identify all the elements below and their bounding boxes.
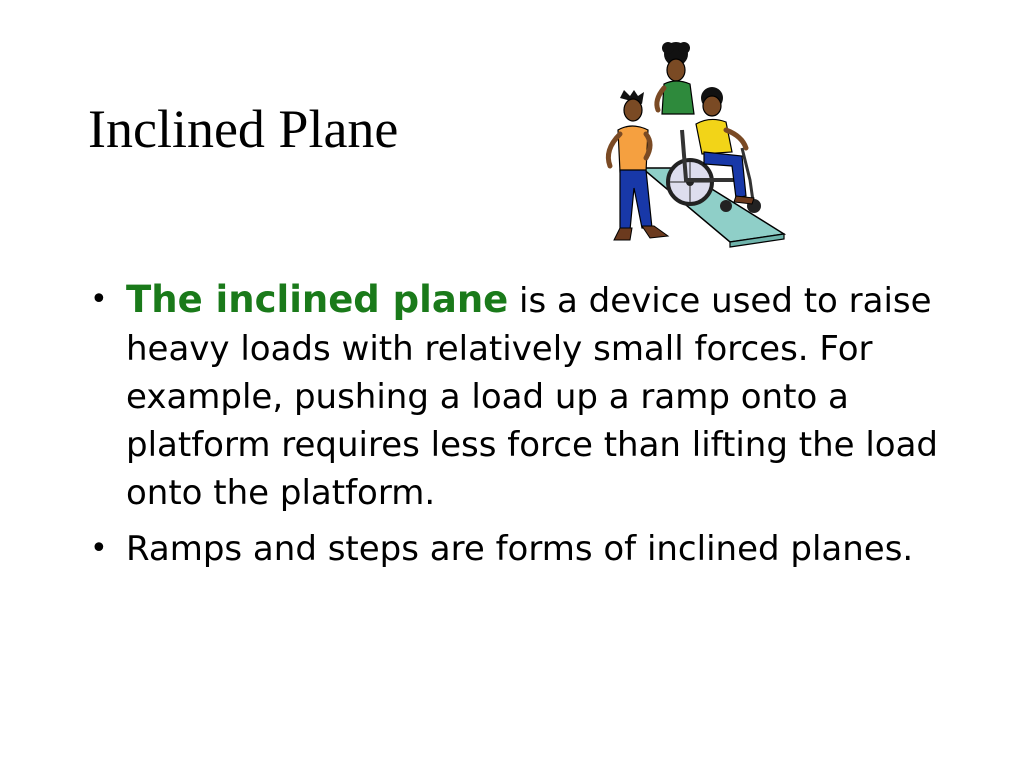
key-term: The inclined plane (126, 278, 509, 321)
bullet-text: Ramps and steps are forms of inclined planes. (126, 529, 914, 569)
person-pushing (657, 42, 694, 114)
bullet-item (88, 276, 948, 517)
bullet-mark: • (90, 282, 108, 317)
bullet-mark: • (90, 531, 108, 566)
slide-title: Inclined Plane (88, 99, 399, 159)
bullet-item (88, 525, 948, 573)
bullet-text: is a device used to raise heavy loads with relatively small forces. For example, pushing a load up a ramp onto a platform requires less force than lifting the load onto the platform. (126, 281, 939, 513)
bullet-list (88, 276, 948, 581)
person-standing (608, 90, 668, 240)
wheelchair-ramp-people-illustration (592, 40, 788, 250)
